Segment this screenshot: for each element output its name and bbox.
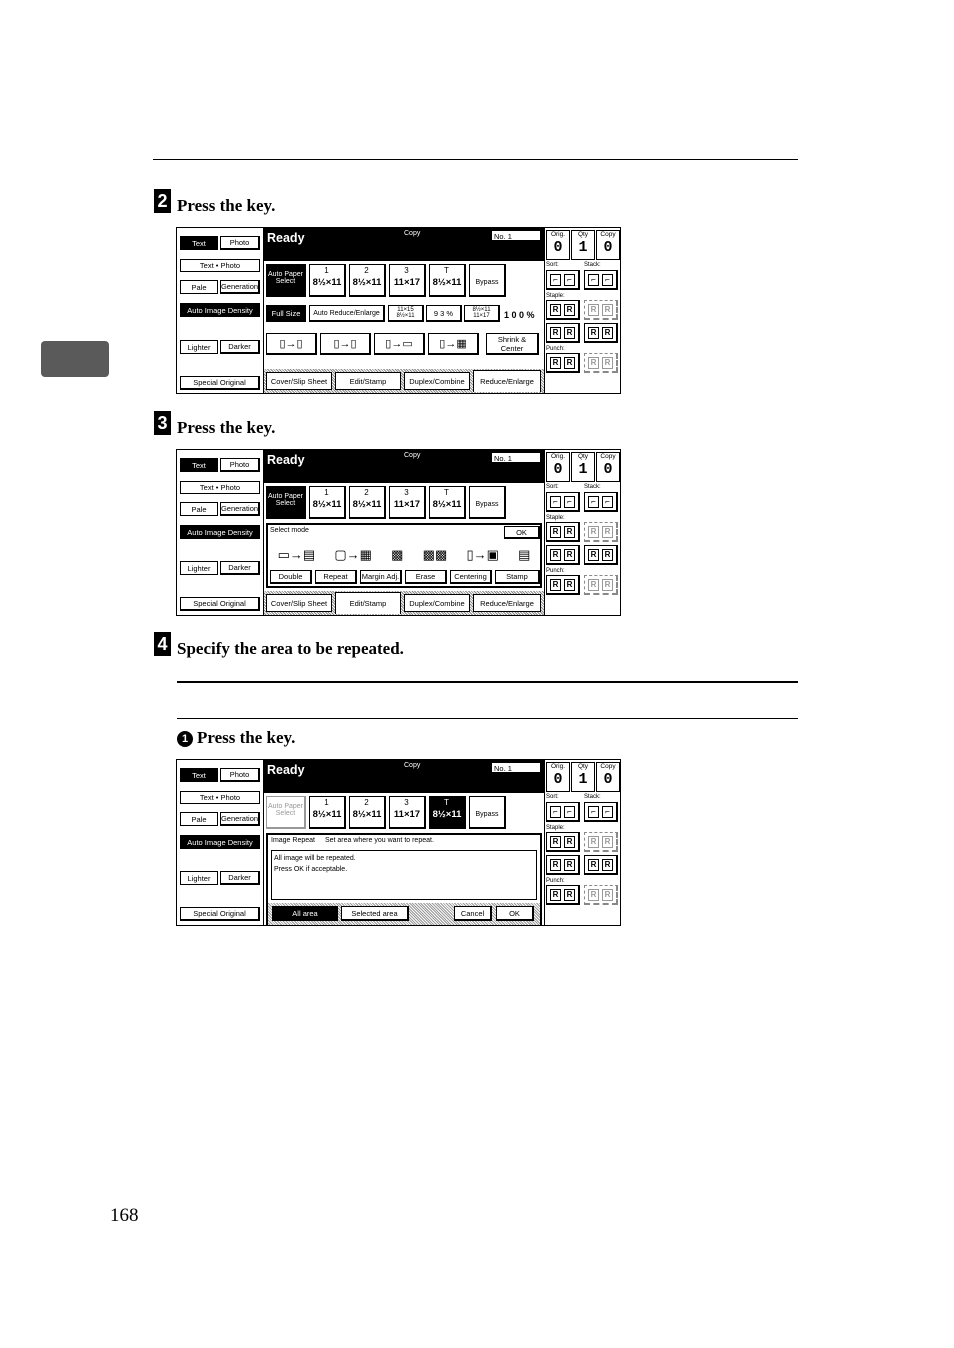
staple-button-4[interactable]: R R: [584, 855, 618, 875]
reduce-icon-button-1[interactable]: [266, 333, 317, 355]
reduce-icon-button-4[interactable]: [428, 333, 479, 355]
status-bar: [264, 450, 544, 483]
tab-cover-slip[interactable]: Cover/Slip Sheet: [266, 594, 332, 612]
dialog-instruction: Set area where you want to repeat.: [324, 837, 434, 844]
staple-label: Staple:: [546, 825, 565, 831]
punch-button-1[interactable]: R R: [546, 575, 580, 595]
sort-label: Sort:: [546, 262, 559, 268]
punch-label: Punch:: [546, 878, 565, 884]
all-area-button[interactable]: All area: [272, 906, 338, 921]
tray-2-button[interactable]: 2 8½×11: [349, 486, 386, 519]
tab-cover-slip[interactable]: Cover/Slip Sheet: [266, 372, 332, 390]
left-controls: [177, 228, 263, 393]
mode-stamp-button[interactable]: Stamp: [495, 570, 540, 584]
main-area: [263, 760, 545, 925]
mode-icons: [268, 543, 540, 567]
staple-button-4[interactable]: R R: [584, 545, 618, 565]
copier-panel-reduce: [176, 227, 621, 394]
lighter-button[interactable]: Lighter: [180, 871, 218, 885]
text-photo-button[interactable]: Text • Photo: [180, 481, 260, 494]
orig-counter: Orig. 0: [546, 230, 570, 260]
tray-t-button[interactable]: T 8½×11: [429, 264, 466, 297]
punch-button-1[interactable]: R R: [546, 353, 580, 373]
step-number: 3: [154, 411, 171, 435]
stack-icon: ⌐: [588, 806, 599, 818]
text-photo-button[interactable]: Text • Photo: [180, 259, 260, 272]
right-controls: [545, 760, 621, 925]
right-controls: [545, 450, 621, 615]
tray-1-button[interactable]: 1 8½×11: [309, 486, 346, 519]
sort-icon: ⌐: [550, 496, 561, 508]
left-controls: [177, 760, 263, 925]
orig-counter: Orig. 0: [546, 762, 570, 792]
bypass-button[interactable]: Bypass: [469, 796, 506, 829]
mode-double-button[interactable]: Double: [270, 570, 312, 584]
auto-paper-button[interactable]: Auto Paper Select: [266, 486, 306, 519]
copy-counter: Copy 0: [596, 762, 620, 792]
staple-button-3[interactable]: R R: [546, 323, 580, 343]
lighter-button[interactable]: Lighter: [180, 340, 218, 354]
staple-label: Staple:: [546, 515, 565, 521]
select-mode-label: Select mode: [270, 527, 309, 534]
dialog-line-2: Press OK if acceptable.: [274, 866, 348, 873]
dialog-header: [271, 837, 434, 844]
punch-icon: R: [550, 889, 561, 901]
dialog-body: [271, 850, 537, 900]
margin-icon: ▩: [391, 547, 404, 562]
right-controls: [545, 228, 621, 393]
stack-icon: ⌐: [588, 274, 599, 286]
page-arrow-icon: ▯→▯: [279, 338, 303, 350]
staple-icon: R: [588, 304, 599, 316]
text-button[interactable]: Text: [180, 236, 218, 250]
sort-button[interactable]: ⌐ ⌐: [546, 492, 580, 512]
tab-duplex-combine[interactable]: Duplex/Combine: [404, 594, 470, 612]
staple-button-3[interactable]: R R: [546, 855, 580, 875]
centering-icon: ▯→▣: [466, 547, 499, 562]
ready-status: Ready: [267, 231, 305, 245]
staple-button-2[interactable]: R R: [584, 832, 618, 852]
staple-icon: R: [550, 549, 561, 561]
stack-label: Stack:: [584, 794, 601, 800]
selected-area-button[interactable]: Selected area: [341, 906, 409, 921]
sort-label: Sort:: [546, 484, 559, 490]
sort-icon: ⌐: [550, 274, 561, 286]
staple-button-3[interactable]: R R: [546, 545, 580, 565]
ready-status: Ready: [267, 453, 305, 467]
sort-button[interactable]: ⌐ ⌐: [546, 802, 580, 822]
auto-reduce-button[interactable]: Auto Reduce/Enlarge: [309, 305, 385, 322]
text-button[interactable]: Text: [180, 768, 218, 782]
auto-density-button[interactable]: Auto Image Density: [180, 525, 260, 539]
tab-reduce-enlarge[interactable]: Reduce/Enlarge: [473, 370, 541, 392]
sort-icon: ⌐: [550, 806, 561, 818]
percent-display: 1 0 0 %: [504, 310, 535, 320]
status-bar: [264, 760, 544, 793]
sort-button[interactable]: ⌐ ⌐: [546, 270, 580, 290]
reduce-icon-button-3[interactable]: [374, 333, 425, 355]
darker-button[interactable]: Darker: [220, 340, 260, 354]
auto-density-button[interactable]: Auto Image Density: [180, 835, 260, 849]
tab-edit-stamp[interactable]: Edit/Stamp: [335, 372, 401, 390]
lighter-button[interactable]: Lighter: [180, 561, 218, 575]
job-number: No. 1: [491, 452, 541, 463]
punch-label: Punch:: [546, 346, 565, 352]
punch-icon: R: [588, 357, 599, 369]
cancel-button[interactable]: Cancel: [454, 906, 492, 921]
copier-panel-edit: [176, 449, 621, 616]
text-button[interactable]: Text: [180, 458, 218, 472]
darker-button[interactable]: Darker: [220, 561, 260, 575]
generation-button[interactable]: Generation: [220, 280, 260, 294]
section-rule-top: [177, 681, 798, 683]
staple-icon: R: [588, 549, 599, 561]
punch-icon: R: [550, 579, 561, 591]
tab-reduce-enlarge[interactable]: Reduce/Enlarge: [473, 594, 541, 612]
full-size-button[interactable]: Full Size: [266, 305, 306, 322]
substep: [177, 728, 295, 748]
status-bar: [264, 228, 544, 261]
mode-erase-button[interactable]: Erase: [405, 570, 447, 584]
punch-button-2[interactable]: R R: [584, 353, 618, 373]
staple-button-1[interactable]: R R: [546, 522, 580, 542]
tray-t-button[interactable]: T 8½×11: [429, 796, 466, 829]
page-arrow-icon: ▯→▦: [439, 338, 467, 350]
qty-counter: Qty 1: [571, 230, 595, 260]
text-photo-button[interactable]: Text • Photo: [180, 791, 260, 804]
staple-label: Staple:: [546, 293, 565, 299]
step-text: Press the key.: [177, 418, 276, 437]
double-icon: ▭→▤: [277, 547, 316, 562]
main-area: [263, 228, 545, 393]
stack-label: Stack:: [584, 484, 601, 490]
top-rule: [153, 159, 798, 160]
tray-3-button[interactable]: 3 11×17: [389, 486, 426, 519]
punch-icon: R: [550, 357, 561, 369]
main-area: [263, 450, 545, 615]
page-arrow-icon: ▯→▭: [385, 338, 413, 350]
staple-icon: R: [550, 304, 561, 316]
special-original-button[interactable]: Special Original: [180, 597, 260, 611]
page-arrow-icon: ▯→▯: [333, 338, 357, 350]
special-original-button[interactable]: Special Original: [180, 907, 260, 921]
copy-label: Copy: [404, 452, 421, 459]
photo-button[interactable]: Photo: [220, 768, 260, 782]
substep-number: 1: [177, 731, 193, 747]
copy-counter: Copy 0: [596, 230, 620, 260]
step-text: Press the key.: [177, 196, 276, 215]
stack-button[interactable]: ⌐ ⌐: [584, 492, 618, 512]
reduce-icon-button-2[interactable]: [320, 333, 371, 355]
sort-label: Sort:: [546, 794, 559, 800]
ready-status: Ready: [267, 763, 305, 777]
punch-icon: R: [588, 579, 599, 591]
dialog-title: Image Repeat: [271, 837, 315, 844]
tray-3-button[interactable]: 3 11×17: [389, 796, 426, 829]
auto-paper-button[interactable]: Auto Paper Select: [266, 264, 306, 297]
generation-button[interactable]: Generation: [220, 502, 260, 516]
staple-icon: R: [588, 836, 599, 848]
tray-1-button[interactable]: 1 8½×11: [309, 264, 346, 297]
pale-button[interactable]: Pale: [180, 280, 218, 294]
ok-button[interactable]: OK: [504, 526, 540, 539]
pale-button[interactable]: Pale: [180, 812, 218, 826]
copy-label: Copy: [404, 762, 421, 769]
bypass-button[interactable]: Bypass: [469, 486, 506, 519]
special-original-button[interactable]: Special Original: [180, 376, 260, 390]
qty-counter: Qty 1: [571, 762, 595, 792]
step-number: 2: [154, 189, 171, 213]
punch-button-2[interactable]: R R: [584, 575, 618, 595]
repeat-icon: ▢→▦: [334, 547, 372, 562]
stack-label: Stack:: [584, 262, 601, 268]
generation-button[interactable]: Generation: [220, 812, 260, 826]
step-text: Specify the area to be repeated.: [177, 639, 404, 658]
left-controls: [177, 450, 263, 615]
staple-button-2[interactable]: R R: [584, 300, 618, 320]
auto-density-button[interactable]: Auto Image Density: [180, 303, 260, 317]
pale-button[interactable]: Pale: [180, 502, 218, 516]
ratio-button-1[interactable]: 11×15 8½×11: [388, 305, 424, 322]
step-number: 4: [154, 632, 171, 656]
ratio-button-2[interactable]: 9 3 %: [426, 305, 462, 322]
punch-icon: R: [588, 889, 599, 901]
staple-icon: R: [588, 526, 599, 538]
auto-paper-button[interactable]: Auto Paper Select: [266, 796, 306, 829]
photo-button[interactable]: Photo: [220, 458, 260, 472]
tray-2-button[interactable]: 2 8½×11: [349, 796, 386, 829]
staple-button-1[interactable]: R R: [546, 832, 580, 852]
tray-1-button[interactable]: 1 8½×11: [309, 796, 346, 829]
job-number: No. 1: [491, 230, 541, 241]
stack-button[interactable]: ⌐ ⌐: [584, 270, 618, 290]
punch-button-2[interactable]: R R: [584, 885, 618, 905]
staple-button-2[interactable]: R R: [584, 522, 618, 542]
punch-label: Punch:: [546, 568, 565, 574]
staple-icon: R: [550, 836, 561, 848]
tab-duplex-combine[interactable]: Duplex/Combine: [404, 372, 470, 390]
staple-button-4[interactable]: R R: [584, 323, 618, 343]
mode-centering-button[interactable]: Centering: [450, 570, 492, 584]
substep-text: Press the key.: [197, 728, 296, 747]
tab-edit-stamp[interactable]: Edit/Stamp: [335, 592, 401, 614]
copy-counter: Copy 0: [596, 452, 620, 482]
ok-button[interactable]: OK: [496, 906, 534, 921]
mode-margin-button[interactable]: Margin Adj.: [360, 570, 402, 584]
select-mode-box: [266, 523, 542, 588]
section-rule-bottom: [177, 718, 798, 719]
staple-icon: R: [550, 859, 561, 871]
dialog-line-1: All image will be repeated.: [274, 855, 356, 862]
darker-button[interactable]: Darker: [220, 871, 260, 885]
staple-icon: R: [550, 327, 561, 339]
function-tabs: [264, 369, 544, 393]
stack-button[interactable]: ⌐ ⌐: [584, 802, 618, 822]
image-repeat-dialog: [266, 833, 542, 926]
shrink-center-button[interactable]: Shrink & Center: [486, 333, 539, 355]
punch-button-1[interactable]: R R: [546, 885, 580, 905]
orig-counter: Orig. 0: [546, 452, 570, 482]
stack-icon: ⌐: [588, 496, 599, 508]
job-number: No. 1: [491, 762, 541, 773]
function-tabs: [264, 591, 544, 615]
tray-2-button[interactable]: 2 8½×11: [349, 264, 386, 297]
erase-icon: ▩▩: [422, 547, 448, 562]
page-number: 168: [110, 1205, 139, 1226]
stamp-icon: ▤: [518, 547, 531, 562]
staple-icon: R: [588, 859, 599, 871]
tray-t-button[interactable]: T 8½×11: [429, 486, 466, 519]
staple-icon: R: [588, 327, 599, 339]
chapter-tab: [41, 341, 109, 377]
tray-3-button[interactable]: 3 11×17: [389, 264, 426, 297]
mode-repeat-button[interactable]: Repeat: [315, 570, 357, 584]
photo-button[interactable]: Photo: [220, 236, 260, 250]
staple-icon: R: [550, 526, 561, 538]
qty-counter: Qty 1: [571, 452, 595, 482]
ratio-button-3[interactable]: 8½×11 11×17: [464, 305, 500, 322]
bypass-button[interactable]: Bypass: [469, 264, 506, 297]
copier-panel-repeat: [176, 759, 621, 926]
staple-button-1[interactable]: R R: [546, 300, 580, 320]
copy-label: Copy: [404, 230, 421, 237]
